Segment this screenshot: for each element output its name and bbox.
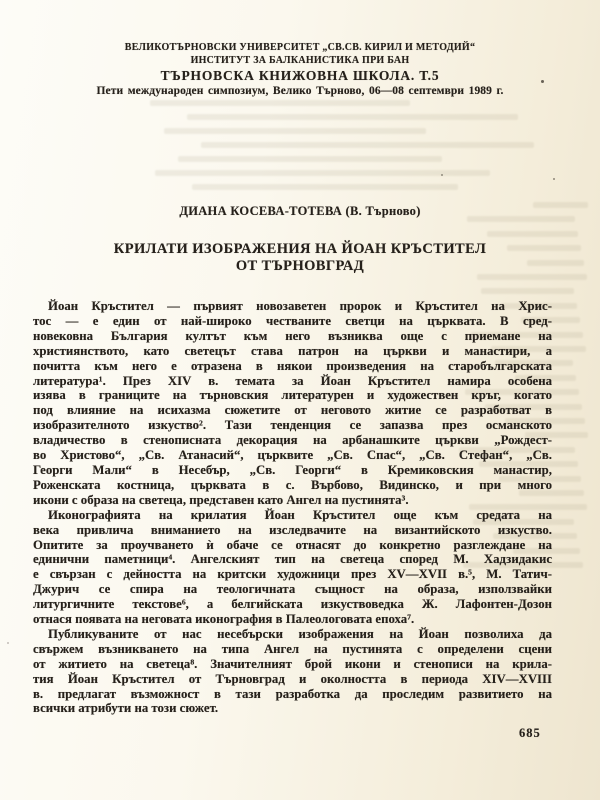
text-line: под влияние на исихазма сюжетите от неговото житие се разработват в	[33, 403, 552, 418]
text-line: века привлича вниманието на изследвачите на византийското изкуство.	[33, 522, 552, 537]
text-line: от житието на светеца⁸. Значителният брой икони и стенописи на крила-	[33, 656, 552, 671]
series-title: ТЪРНОВСКА КНИЖОВНА ШКОЛА. Т.5	[160, 68, 440, 83]
text-line: е свързан с дейността на критски художници през XV—XVII в.⁵, М. Татич-	[33, 567, 552, 582]
text-line: тос — е един от най-широко честваните светци на църквата. В сред-	[33, 313, 552, 328]
scan-speck	[7, 642, 9, 644]
text-line: християнството, като светецът става патрон на църкви и манастири, а	[33, 343, 552, 358]
publication-header	[0, 41, 600, 98]
article-title-line-1: КРИЛАТИ ИЗОБРАЖЕНИЯ НА ЙОАН КРЪСТИТЕЛ	[113, 241, 487, 257]
text-line: Опитите за проучването ѝ обаче се отнасят до конкретно разглеждане на	[33, 537, 552, 552]
text-line: свържем възникването на типа Ангел на пустинята с определени сцени	[33, 641, 552, 656]
text-line: в. предлагат възможност в тази разработка да проследим развитието на	[33, 686, 552, 701]
page-number: 685	[519, 726, 541, 740]
text-line: Джурич се спира на теологичната същност на образа, използвайки	[33, 582, 552, 597]
text-line: всички атрибути на този сюжет.	[33, 701, 219, 716]
text-line: изобразителното изкуство². Тази тенденция се запазва през османското	[33, 418, 552, 433]
article-title	[0, 241, 600, 274]
institute-name: ИНСТИТУТ ЗА БАЛКАНИСТИКА ПРИ БАН	[190, 55, 410, 66]
scan-speck	[541, 80, 544, 83]
text-line: изява в границите на търновския литературен и художествен кръг, когато	[33, 388, 552, 403]
text-line: Георги Мали“ в Несебър, „Св. Георги“ в Кремиковския манастир,	[33, 462, 552, 477]
scan-speck	[553, 178, 555, 180]
text-line: отнася появата на неговата иконография в Палеологовата епоха⁷.	[33, 612, 415, 627]
body-paragraphs	[33, 299, 552, 716]
text-line: единични паметници⁴. Ангелският тип на светеца според М. Хадзидакис	[33, 552, 552, 567]
text-line: почитта към него е отразена в някои произведения на старобългарската	[33, 358, 552, 373]
text-line: литература¹. През XIV в. темата за Йоан Кръстител намира особена	[33, 373, 552, 388]
paragraph	[33, 508, 552, 627]
article-title-line-2: ОТ ТЪРНОВГРАД	[235, 257, 365, 274]
text-line: литургичните текстове⁶, а белгийската изкуствоведка Ж. Лафонтен-Дозон	[33, 597, 552, 612]
symposium-line: Пети международен симпозиум, Велико Търново, 06—08 септември 1989 г.	[96, 85, 504, 97]
text-line: новековна България култът към него възниква още с приемане на	[33, 328, 552, 343]
text-line: тия Йоан Кръстител от Търновград и околността в периода XIV—XVIII	[33, 671, 552, 686]
text-line: Иконографията на крилатия Йоан Кръстител още към средата на	[48, 507, 552, 522]
paragraph	[33, 299, 552, 508]
text-line: Публикуваните от нас несебърски изображения на Йоан позволиха да	[48, 626, 552, 641]
paragraph	[33, 627, 552, 716]
university-name: ВЕЛИКОТЪРНОВСКИ УНИВЕРСИТЕТ „СВ.СВ. КИРИЛ И МЕТОДИЙ“	[124, 42, 476, 53]
text-line: Роженската костница, църквата в с. Върбово, Видинско, и при много	[33, 477, 552, 492]
text-line: во Христово“, „Св. Атанасий“, църквите „Св. Спас“, „Св. Стефан“, „Св.	[33, 448, 552, 463]
author-line: ДИАНА КОСЕВА-ТОТЕВА (В. Търново)	[179, 204, 421, 218]
text-line: икони с образа на светеца, представен като Ангел на пустинята³.	[33, 492, 409, 507]
scan-speck	[441, 174, 443, 176]
text-line: владичество в стенописната декорация на арбанашките църкви „Рождест-	[33, 433, 552, 448]
text-line: Йоан Кръстител — първият новозаветен пророк и Кръстител на Хрис-	[48, 299, 552, 313]
